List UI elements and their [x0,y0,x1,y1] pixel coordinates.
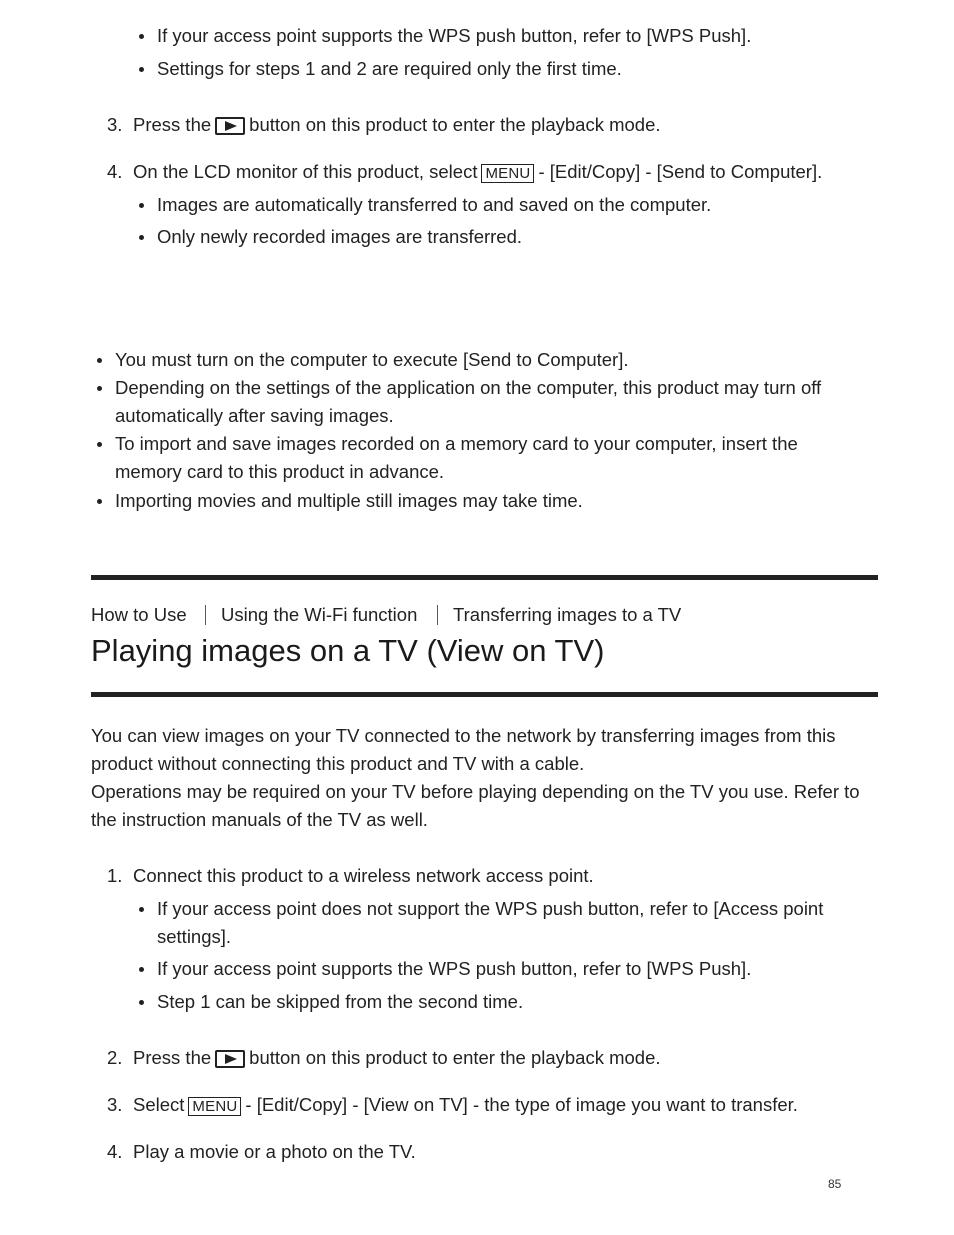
intro-line: product without connecting this product and TV with a cable. [91,753,585,774]
step-text-after: button on this product to enter the playback mode. [249,114,661,135]
list-item: If your access point supports the WPS push button, refer to [WPS Push]. [157,25,752,46]
step-text-before: Press the [133,1047,212,1068]
step-text: Connect this product to a wireless network access point. [133,865,594,886]
step-text-after: button on this product to enter the playback mode. [249,1047,661,1068]
bullet-dot [139,967,144,972]
breadcrumb-item-transferring[interactable]: Transferring images to a TV [453,604,682,625]
bullet-dot [139,907,144,912]
step-number: 3. [107,1094,123,1115]
playback-icon [215,117,245,135]
list-item: If your access point supports the WPS push button, refer to [WPS Push]. [157,958,752,979]
bullet-dot [97,499,102,504]
step-number: 4. [107,1141,123,1162]
list-item-continued: settings]. [157,926,232,947]
step-text-before: Press the [133,114,212,135]
breadcrumb-item-how-to-use[interactable]: How to Use [91,604,187,625]
step-text: Play a movie or a photo on the TV. [133,1141,416,1162]
section-divider [91,575,878,580]
bullet-dot [97,358,102,363]
bullet-dot [139,34,144,39]
step-text [133,161,822,183]
note-item: You must turn on the computer to execute [Send to Computer]. [115,349,629,370]
playback-icon [215,1050,245,1068]
list-item: Images are automatically transferred to and saved on the computer. [157,194,712,215]
title-divider [91,692,878,697]
list-item: Only newly recorded images are transferred. [157,226,523,247]
note-item: Depending on the settings of the application on the computer, this product may turn off [115,377,822,398]
intro-line: Operations may be required on your TV before playing depending on the TV you use. Refer to [91,781,860,802]
bullet-dot [139,235,144,240]
step-text [133,114,661,136]
step-text [133,1047,661,1069]
step-text-after: - [Edit/Copy] - [View on TV] - the type of image you want to transfer. [245,1094,798,1115]
breadcrumb-separator [437,605,438,625]
step-number: 4. [107,161,123,182]
bullet-dot [139,67,144,72]
step-text-before: On the LCD monitor of this product, select [133,161,478,182]
intro-line: the instruction manuals of the TV as well. [91,809,428,830]
step-number: 3. [107,114,123,135]
list-item: Settings for steps 1 and 2 are required only the first time. [157,58,622,79]
note-item-continued: automatically after saving images. [115,405,394,426]
menu-icon: MENU [481,164,534,183]
bullet-dot [97,442,102,447]
bullet-dot [97,386,102,391]
bullet-dot [139,203,144,208]
note-item-continued: memory card to this product in advance. [115,461,445,482]
step-number: 2. [107,1047,123,1068]
note-item: Importing movies and multiple still images may take time. [115,490,583,511]
bullet-dot [139,1000,144,1005]
list-item: Step 1 can be skipped from the second time. [157,991,524,1012]
breadcrumb-separator [205,605,206,625]
list-item: If your access point does not support the WPS push button, refer to [Access point [157,898,824,919]
step-number: 1. [107,865,123,886]
note-item: To import and save images recorded on a memory card to your computer, insert the [115,433,798,454]
page-number: 85 [828,1177,842,1191]
step-text-after: - [Edit/Copy] - [Send to Computer]. [538,161,823,182]
breadcrumb-item-wifi-function[interactable]: Using the Wi-Fi function [221,604,418,625]
step-text-before: Select [133,1094,185,1115]
intro-line: You can view images on your TV connected to the network by transferring images from this [91,725,836,746]
page-title: Playing images on a TV (View on TV) [91,633,605,668]
menu-icon: MENU [188,1097,241,1116]
step-text [133,1094,798,1116]
